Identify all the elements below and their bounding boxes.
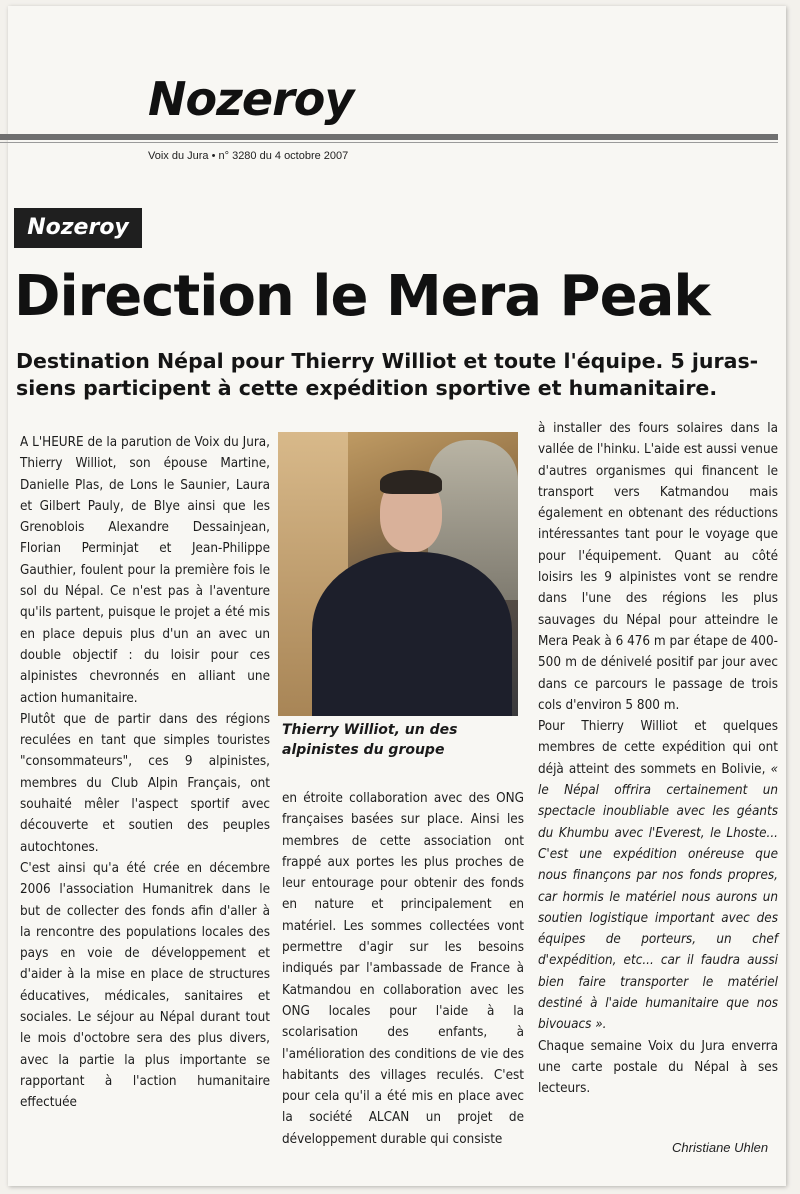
masthead: Nozeroy: [148, 72, 354, 126]
article-column-1: [20, 432, 270, 1114]
article-column-2: [282, 788, 524, 1150]
paragraph: Plutôt que de partir dans des régions reculées en tant que simples touristes "consommateurs", ces 9 alpinistes, membres du Club Alpin Français, ont souhaité mêler l'aspect sportif avec découverte et soutien des peuples autochtones.: [20, 711, 270, 855]
article-column-3: [538, 418, 778, 1100]
portrait-photo: [278, 432, 518, 716]
source-line: Voix du Jura • n° 3280 du 4 octobre 2007: [148, 150, 349, 162]
quote-text: « le Népal offrira certainement un spectacle inoubliable avec les géants du Khumbu avec l'Everest, le Lhoste... C'est une expédition onéreuse que nous finançons par nos fonds propres, car hormis le matériel nous aurons un soutien logistique important avec des équipes de porteurs, un chef d'expédition, etc... car il faudra aussi bien faire transporter le matériel destiné à l'aide humanitaire que nos bivouacs ».: [538, 761, 778, 1033]
paragraph: en étroite collaboration avec des ONG françaises basées sur place. Ainsi les membres de cette association ont frappé aux portes les plus proches de leur entourage pour obtenir des fonds en nature et principalement en matériel. Les sommes collectées vont permettre d'agir sur les besoins indiqués par l'ambassade de France à Katmandou en collaboration avec les ONG locales pour l'aide à la scolarisation des enfants, à l'amélioration des conditions de vie des habitants des villages reculés. C'est pour cela qu'il a été mis en place avec la société ALCAN un projet de développement durable qui consiste: [282, 791, 524, 1147]
photo-caption: Thierry Williot, un des alpinistes du groupe: [282, 722, 458, 758]
photo-person-body: [312, 552, 512, 716]
paragraph-quote: [538, 716, 778, 1035]
byline: Christiane Uhlen: [672, 1140, 769, 1155]
paragraph: A L'HEURE de la parution de Voix du Jura, Thierry Williot, son épouse Martine, Danielle Plas, de Lons le Saunier, Laura et Gilbert Pauly, de Blye ainsi que les Grenoblois Alexandre Dessainjean, Florian Perminjat et Jean-Philippe Gauthier, foulent pour la première fois le sol du Népal. Ce n'est pas à l'aventure qu'ils partent, puisque le projet a été mis en place depuis plus d'un an avec un double objectif : du loisir pour ces alpinistes chevronnés en alliant une action humanitaire.: [20, 435, 270, 706]
section-tag: Nozeroy: [14, 208, 142, 248]
paragraph: C'est ainsi qu'a été crée en décembre 2006 l'association Humanitrek dans le but de collecter des fonds afin d'aller à la rencontre des populations locales des pays en voie de développement et d'aider à la mise en place de structures éducatives, médicales, sanitaires et sociales. Le séjour au Népal durant tout le mois d'octobre sera des plus divers, avec la partie la plus importante se rapportant à l'action humanitaire effectuée: [20, 860, 270, 1111]
standfirst: Destination Népal pour Thierry Williot et toute l'équipe. 5 juras- siens participent à cette expédition sportive et humanitaire.: [16, 349, 759, 400]
masthead-rule: [0, 134, 778, 140]
headline: Direction le Mera Peak: [14, 264, 710, 329]
paragraph: Chaque semaine Voix du Jura enverra une carte postale du Népal à ses lecteurs.: [538, 1038, 778, 1097]
photo-person-hair: [380, 470, 442, 494]
quote-lead: Pour Thierry Williot et quelques membres de cette expédition qui ont déjà atteint des sommets en Bolivie,: [538, 719, 778, 777]
paragraph: à installer des fours solaires dans la vallée de l'hinku. L'aide est aussi venue d'autres organismes qui financent le transport vers Katmandou mais également en obtenant des réductions intéressantes tant pour le voyage que pour l'équipement. Quant au côté loisirs les 9 alpinistes vont se rendre dans l'une des régions les plus sauvages du Népal pour atteindre le Mera Peak à 6 476 m par étape de 400-500 m de dénivelé positif par jour avec dans ce parcours le passage de trois cols d'environ 5 800 m.: [538, 421, 778, 713]
masthead-rule-thin: [0, 142, 778, 143]
